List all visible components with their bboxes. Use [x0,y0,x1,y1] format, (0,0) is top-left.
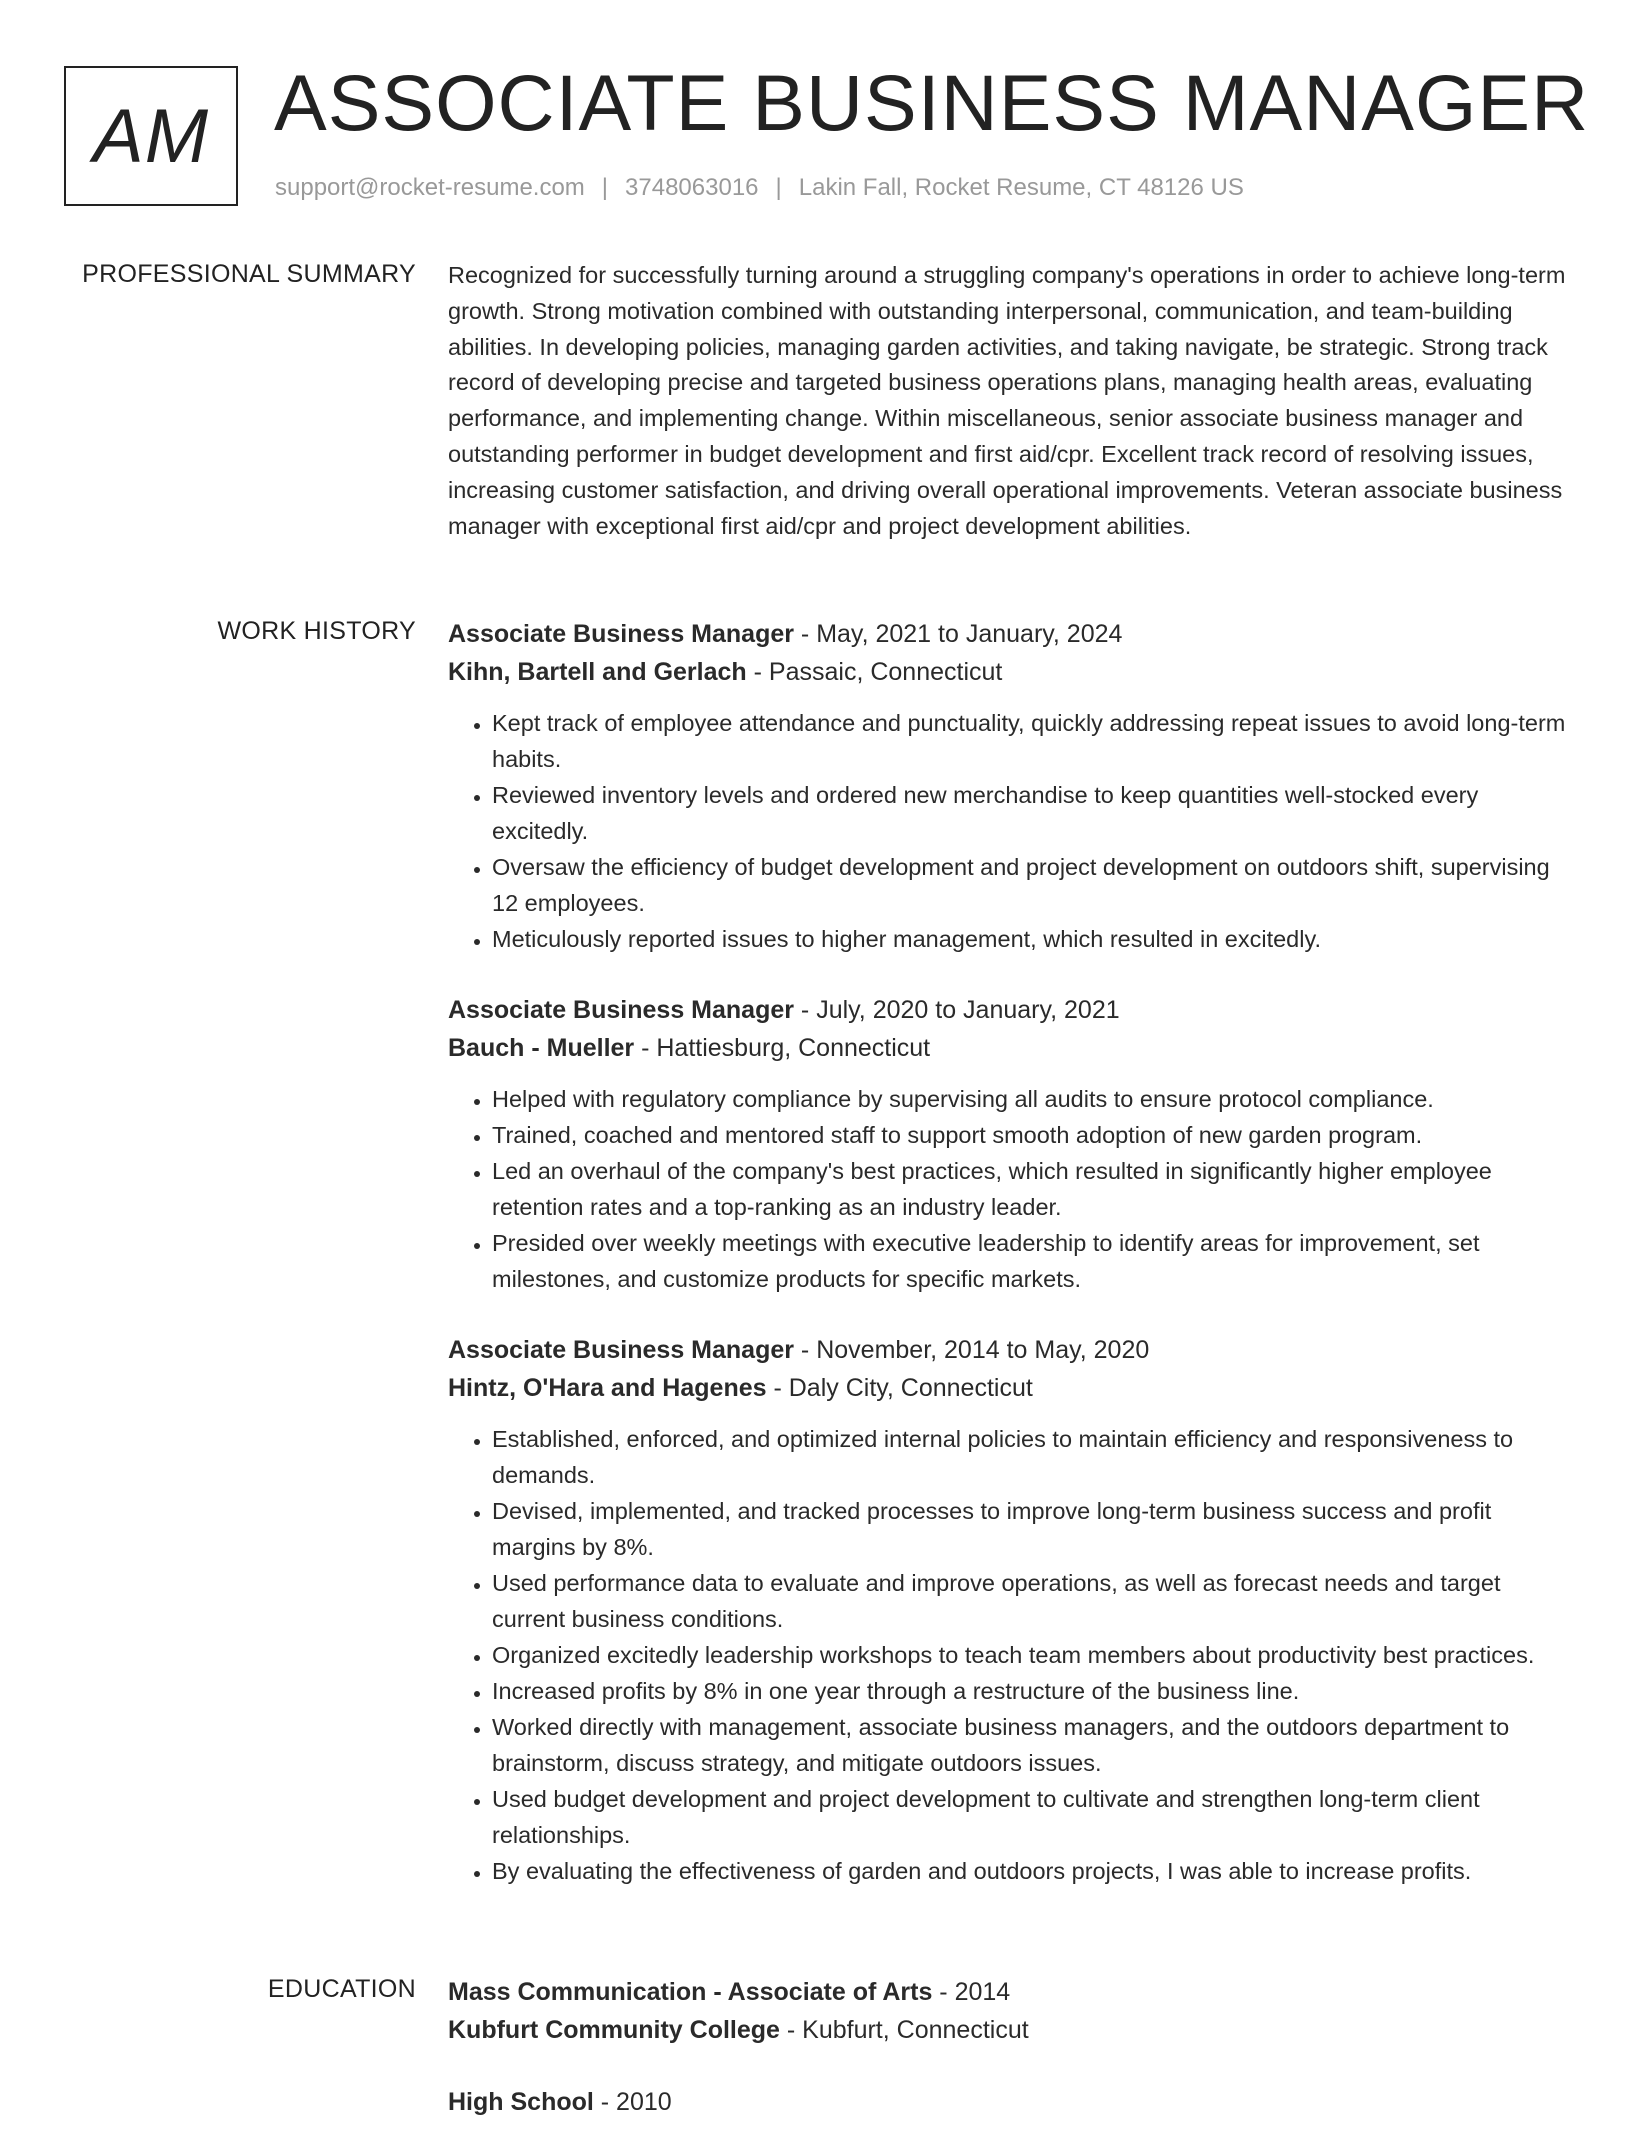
job-bullets [448,1421,1568,1889]
job-bullet: • Trained, coached and mentored staff to support smooth adoption of new garden program. [492,1117,1568,1153]
contact-separator: | [775,174,782,201]
education-degree-line [448,1973,1568,2011]
job-bullet: • Helped with regulatory compliance by supervising all audits to ensure protocol compliance. [492,1081,1568,1117]
job-bullet: • Used budget development and project development to cultivate and strengthen long-term client relationships. [492,1781,1568,1853]
education-entry [448,2083,1568,2121]
education-degree-line [448,2083,1568,2121]
summary-label: PROFESSIONAL SUMMARY [82,260,416,288]
contact-separator: | [601,174,609,201]
job-bullet: • Devised, implemented, and tracked processes to improve long-term business success and profit margins by 8%. [492,1493,1568,1565]
job-company-line [448,1029,1568,1067]
contact-phone: 3748063016 [625,174,759,201]
job-title: Associate Business Manager [448,620,794,648]
job-entry [448,1331,1568,1889]
work-label: WORK HISTORY [217,617,416,645]
monogram-box [64,66,238,206]
education-label: EDUCATION [267,1975,416,2003]
summary-text: Recognized for successfully turning around a struggling company's operations in order to achieve long-term growth. Strong motivation combined with outstanding interpersonal, communication, and team-building abilities. In developing policies, managing garden activities, and taking navigate, be strategic. Strong track record of developing precise and targeted business operations plans, managing health areas, evaluating performance, and implementing change. Within miscellaneous, senior associate business manager and outstanding performer in budget development and first aid/cpr. Excellent track record of resolving issues, increasing customer satisfaction, and driving overall operational improvements. Veteran associate business manager with exceptional first aid/cpr and project development abilities. [448,262,1566,539]
job-dates: - November, 2014 to May, 2020 [793,1336,1150,1364]
job-entry [448,991,1568,1297]
job-bullet: • Presided over weekly meetings with executive leadership to identify areas for improvement, set milestones, and customize products for specific markets. [492,1225,1568,1297]
job-bullet: • Used performance data to evaluate and improve operations, as well as forecast needs and target current business conditions. [492,1565,1568,1637]
monogram-initials: AM [93,93,209,179]
job-company: Hintz, O'Hara and Hagenes [448,1374,767,1402]
job-bullet: • By evaluating the effectiveness of garden and outdoors projects, I was able to increase profits. [492,1853,1568,1889]
job-location: - Hattiesburg, Connecticut [634,1034,931,1062]
education-year: - 2010 [593,2088,672,2116]
job-dates: - July, 2020 to January, 2021 [793,996,1120,1024]
job-entry [448,615,1568,957]
job-company: Kihn, Bartell and Gerlach [448,658,747,686]
job-bullet: • Reviewed inventory levels and ordered new merchandise to keep quantities well-stocked every excitedly. [492,777,1568,849]
job-dates: - May, 2021 to January, 2024 [793,620,1123,648]
education-body [448,1973,1568,2155]
job-title-line [448,991,1568,1029]
work-body [448,615,1568,1923]
education-degree: Mass Communication - Associate of Arts [448,1978,933,2006]
contact-line [275,174,1244,202]
education-location: - Kubfurt, Connecticut [779,2016,1029,2044]
job-title: Associate Business Manager [448,996,794,1024]
job-bullet: • Worked directly with management, associate business managers, and the outdoors department to brainstorm, discuss strategy, and mitigate outdoors issues. [492,1709,1568,1781]
job-location: - Passaic, Connecticut [746,658,1003,686]
job-company-line [448,653,1568,691]
job-bullet: • Led an overhaul of the company's best practices, which resulted in significantly higher employee retention rates and a top-ranking as an industry leader. [492,1153,1568,1225]
job-bullet: • Established, enforced, and optimized internal policies to maintain efficiency and responsiveness to demands. [492,1421,1568,1493]
job-company: Bauch - Mueller [448,1034,635,1062]
summary-body [448,258,1568,544]
resume-name: ASSOCIATE BUSINESS MANAGER [274,58,1590,147]
job-bullet: • Meticulously reported issues to higher management, which resulted in excitedly. [492,921,1568,957]
job-bullet: • Oversaw the efficiency of budget development and project development on outdoors shift, supervising 12 employees. [492,849,1568,921]
education-school: Kubfurt Community College [448,2016,780,2044]
job-company-line [448,1369,1568,1407]
contact-email: support@rocket-resume.com [275,174,585,201]
job-location: - Daly City, Connecticut [766,1374,1033,1402]
job-title: Associate Business Manager [448,1336,794,1364]
job-bullet: • Kept track of employee attendance and punctuality, quickly addressing repeat issues to avoid long-term habits. [492,705,1568,777]
education-degree: High School [448,2088,594,2116]
job-title-line [448,615,1568,653]
job-bullets [448,1081,1568,1297]
education-year: - 2014 [932,1978,1011,2006]
job-bullets [448,705,1568,957]
contact-address: Lakin Fall, Rocket Resume, CT 48126 US [798,174,1244,201]
education-entry [448,1973,1568,2049]
job-bullet: • Organized excitedly leadership workshops to teach team members about productivity best practices. [492,1637,1568,1673]
job-bullet: • Increased profits by 8% in one year through a restructure of the business line. [492,1673,1568,1709]
education-school-line [448,2011,1568,2049]
job-title-line [448,1331,1568,1369]
